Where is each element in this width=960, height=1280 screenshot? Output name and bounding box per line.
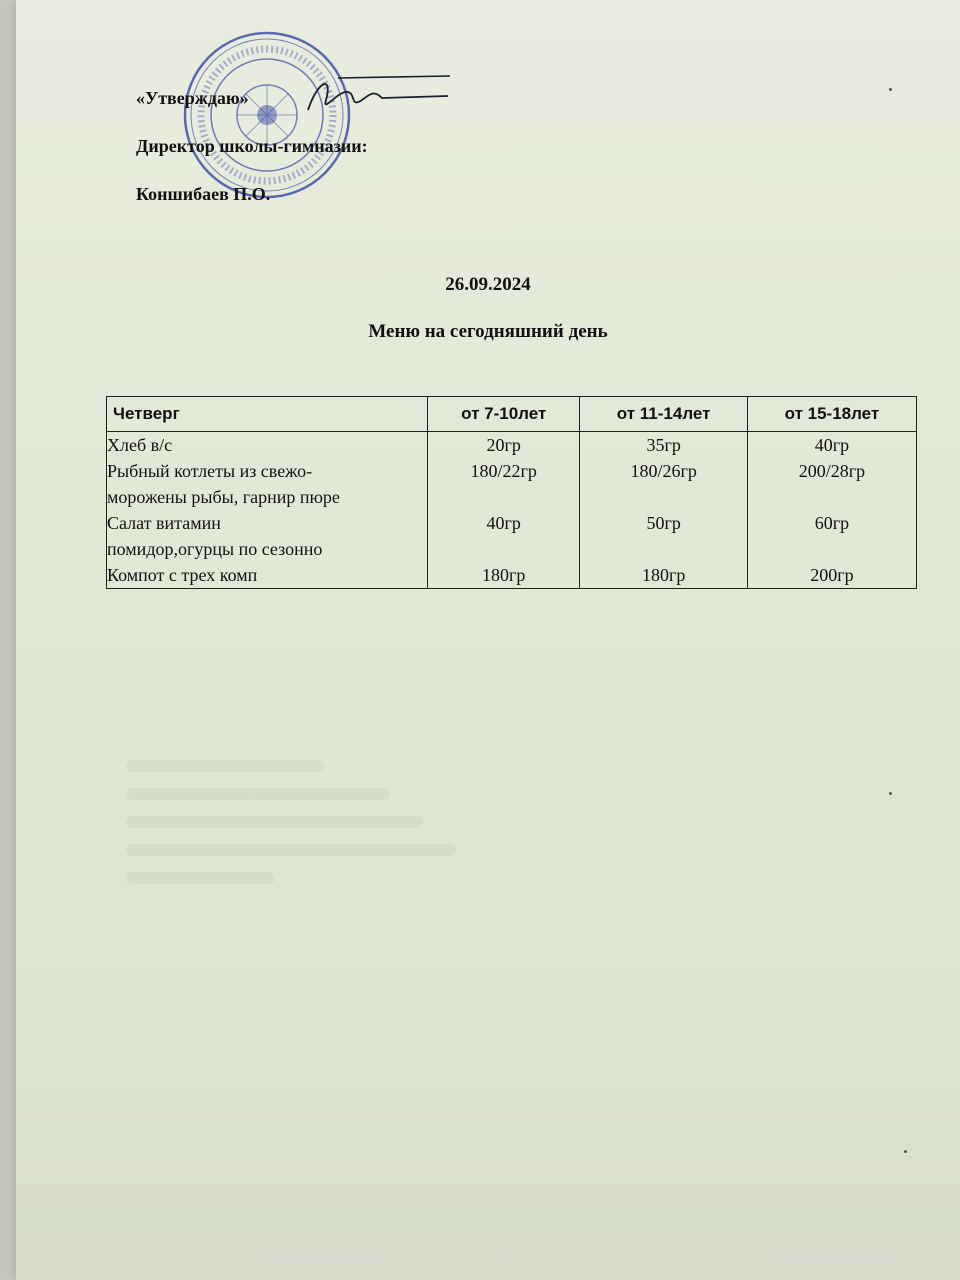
dish-list-cell xyxy=(107,432,428,589)
portion-value: 50гр xyxy=(646,513,681,533)
paper-speck xyxy=(889,88,892,91)
menu-title: Меню на сегодняшний день xyxy=(368,321,608,342)
paper-speck xyxy=(889,792,892,795)
portion-value: 180/26гр xyxy=(630,461,697,481)
portion-value: 180гр xyxy=(641,565,686,585)
portion-value xyxy=(748,536,916,562)
dish-name: Компот с трех комп xyxy=(107,565,258,585)
dish-name: морожены рыбы, гарнир пюре xyxy=(107,487,340,507)
portion-value: 60гр xyxy=(814,513,850,533)
header-age-11-14: от 11-14лет xyxy=(580,397,747,432)
portion-value xyxy=(428,484,579,510)
portion-value: 200гр xyxy=(810,565,854,585)
dish-name: Салат витамин xyxy=(107,513,221,533)
bleed-through-text xyxy=(126,760,456,920)
header-day: Четверг xyxy=(107,397,428,432)
portion-value: 200/28гр xyxy=(798,461,866,481)
portion-cell-11-14 xyxy=(580,432,747,589)
portion-value: 180гр xyxy=(482,565,526,585)
dish-name: помидор,огурцы по сезонно xyxy=(107,539,323,559)
portion-value: 180/22гр xyxy=(470,461,537,481)
portion-cell-7-10 xyxy=(428,432,580,589)
portion-value xyxy=(580,484,746,510)
portion-value: 35гр xyxy=(646,435,681,455)
portion-value xyxy=(428,536,579,562)
approval-line: «Утверждаю» xyxy=(136,88,249,108)
portion-value: 40гр xyxy=(486,513,521,533)
background-sheet-edge xyxy=(0,0,16,1280)
portion-value: 40гр xyxy=(814,435,850,455)
menu-date: 26.09.2024 xyxy=(445,274,531,295)
table-header-row xyxy=(107,397,917,432)
document-page xyxy=(16,0,960,1280)
table-row xyxy=(107,432,917,589)
dish-name: Хлеб в/с xyxy=(107,435,173,455)
director-title: Директор школы-гимназии: xyxy=(136,136,368,156)
paper-speck xyxy=(904,1150,907,1153)
approval-block xyxy=(136,86,368,230)
portion-value xyxy=(748,484,916,510)
director-name: Коншибаев П.О. xyxy=(136,184,271,204)
portion-value: 20гр xyxy=(486,435,521,455)
portion-cell-15-18 xyxy=(747,432,916,589)
header-age-7-10: от 7-10лет xyxy=(428,397,580,432)
header-age-15-18: от 15-18лет xyxy=(747,397,916,432)
menu-table xyxy=(106,396,917,589)
dish-name: Рыбный котлеты из свежо- xyxy=(107,461,313,481)
portion-value xyxy=(580,536,746,562)
